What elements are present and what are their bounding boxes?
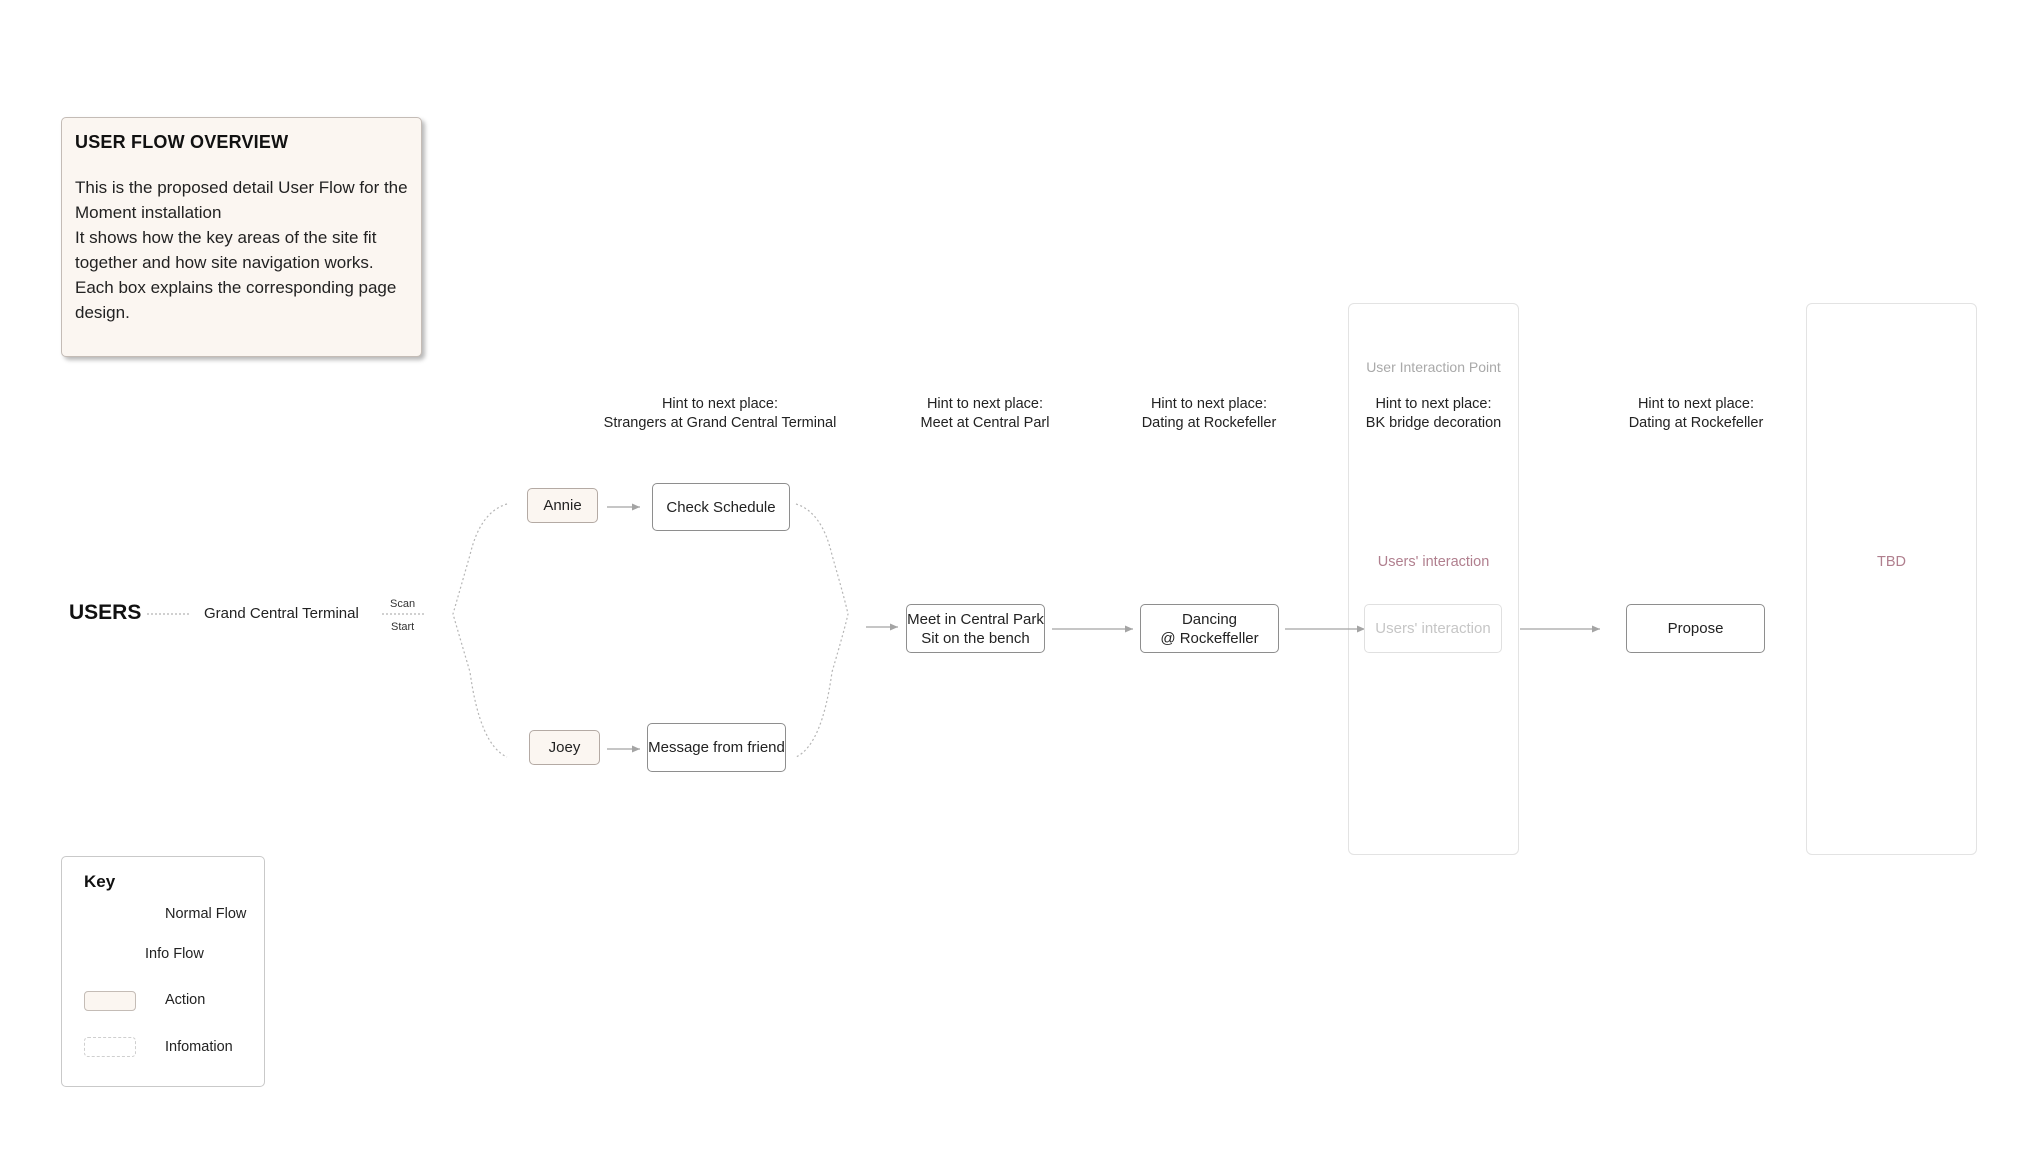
hint-4-title: Hint to next place:: [1375, 396, 1492, 412]
legend-information: Infomation: [165, 1039, 233, 1055]
hint-2: [900, 395, 1070, 433]
node-central-park[interactable]: [906, 604, 1045, 653]
hint-1: [595, 395, 845, 433]
node-message-from-friend[interactable]: Message from friend: [647, 723, 786, 772]
interaction-column-title: User Interaction Point: [1366, 359, 1501, 375]
node-central-park-line-2: Sit on the bench: [921, 629, 1030, 647]
hint-3-text: Dating at Rockefeller: [1141, 415, 1277, 431]
legend-info-flow: Info Flow: [145, 946, 204, 962]
overview-line-3: Each box explains the corresponding page design.: [75, 278, 397, 322]
scan-label: Scan: [390, 598, 416, 610]
node-users-interaction[interactable]: Users' interaction: [1364, 604, 1502, 653]
node-dancing-line-1: Dancing: [1181, 610, 1238, 628]
legend-normal-flow: Normal Flow: [165, 906, 247, 922]
interaction-column-label: Users' interaction: [1377, 554, 1490, 570]
legend-information-swatch: [84, 1037, 136, 1057]
node-propose[interactable]: Propose: [1626, 604, 1765, 653]
legend-title: Key: [84, 872, 116, 891]
action-joey[interactable]: Joey: [529, 730, 600, 765]
legend: [61, 856, 265, 1087]
hint-2-title: Hint to next place:: [926, 396, 1044, 412]
legend-action-swatch: [84, 991, 136, 1011]
hint-5-text: Dating at Rockefeller: [1628, 415, 1764, 431]
hint-1-title: Hint to next place:: [661, 396, 779, 412]
hint-3-title: Hint to next place:: [1150, 396, 1268, 412]
overview-line-1: This is the proposed detail User Flow for the Moment installation: [75, 178, 408, 222]
node-check-schedule[interactable]: Check Schedule: [652, 483, 790, 531]
overview-line-2: It shows how the key areas of the site fit together and how site navigation works.: [75, 228, 377, 272]
tbd-label: TBD: [1877, 554, 1906, 570]
overview-title: USER FLOW OVERVIEW: [75, 132, 289, 152]
hint-4: [1348, 395, 1519, 433]
start-label: Start: [391, 621, 415, 633]
hint-4-text: BK bridge decoration: [1365, 415, 1502, 431]
hint-5-title: Hint to next place:: [1637, 396, 1755, 412]
users-label: USERS: [69, 601, 142, 624]
hint-5: [1611, 395, 1781, 433]
location-label: Grand Central Terminal: [204, 605, 359, 622]
action-annie[interactable]: Annie: [527, 488, 598, 523]
node-dancing[interactable]: [1140, 604, 1279, 653]
node-central-park-line-1: Meet in Central Park: [907, 610, 1044, 628]
legend-action: Action: [165, 992, 206, 1008]
branch-right-curve: [796, 504, 848, 757]
branch-left-curve: [453, 504, 507, 757]
hint-2-text: Meet at Central Parl: [920, 415, 1050, 431]
hint-1-text: Strangers at Grand Central Terminal: [603, 415, 837, 431]
hint-3: [1124, 395, 1294, 433]
node-dancing-line-2: @ Rockeffeller: [1160, 629, 1259, 647]
